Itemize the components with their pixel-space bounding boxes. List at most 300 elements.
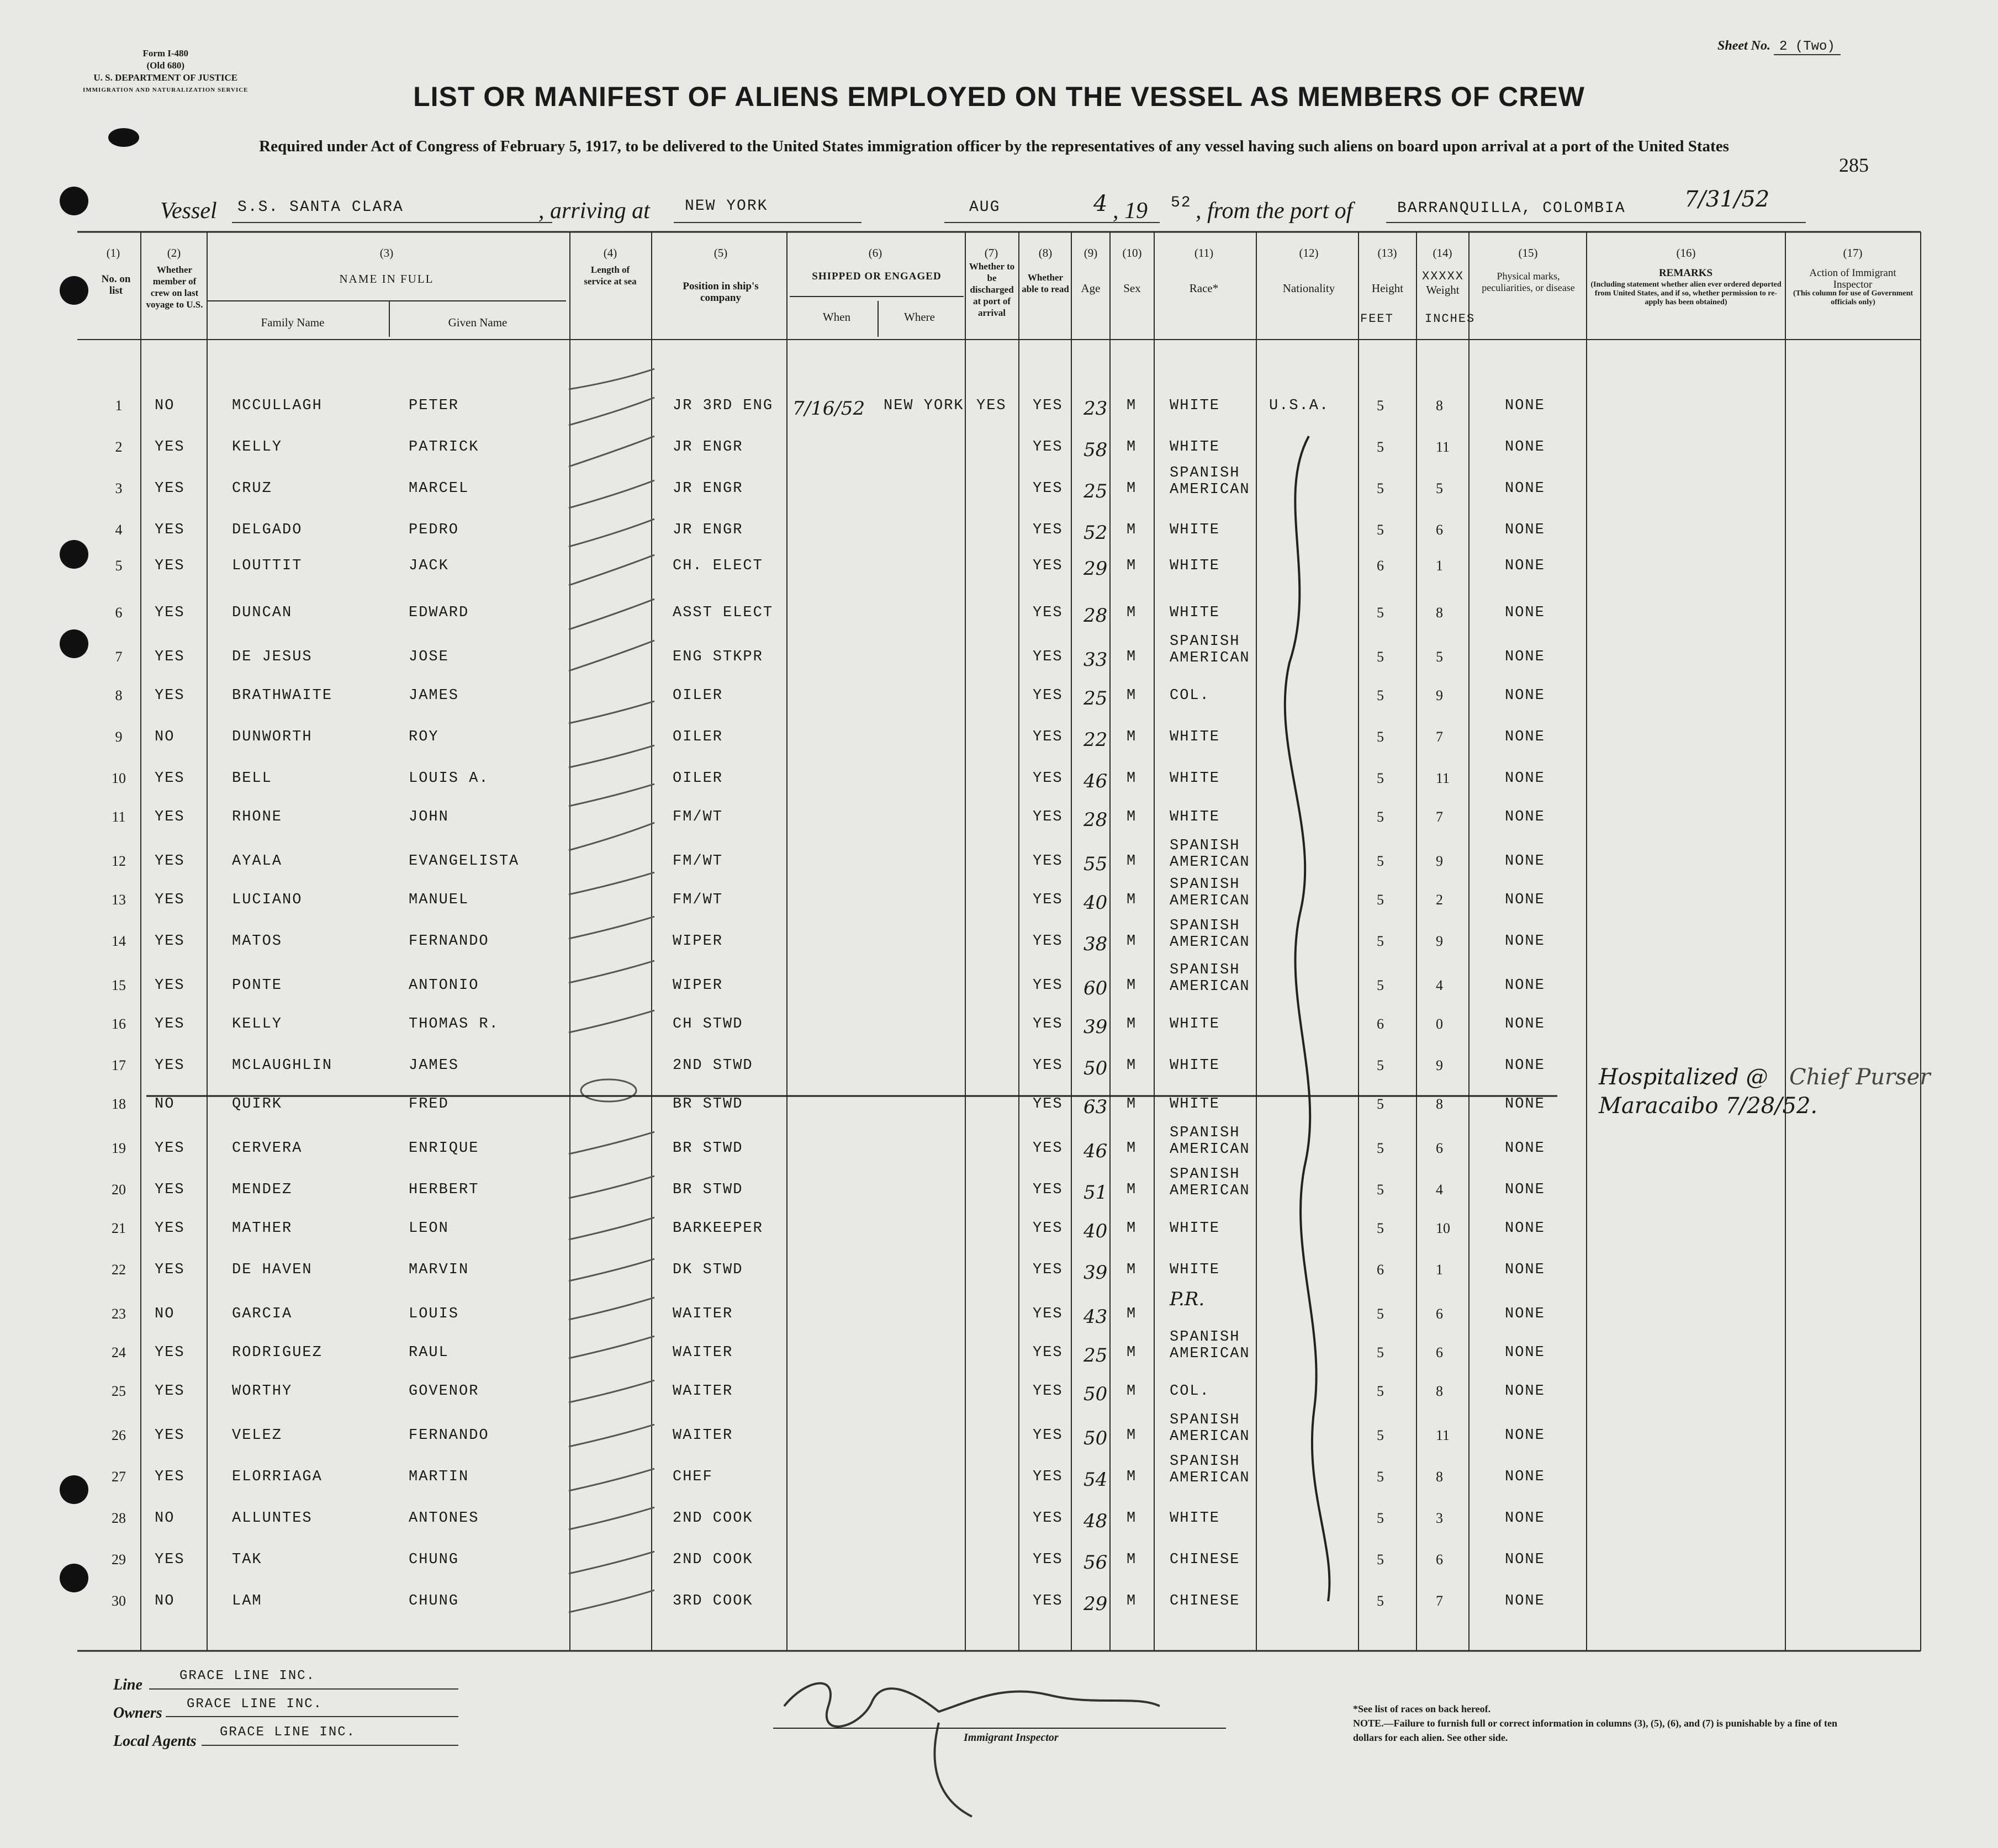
crew-given-cell: THOMAS R. xyxy=(409,1016,499,1032)
crew-feet-cell: 5 xyxy=(1377,1057,1384,1073)
crew-inches-cell: 8 xyxy=(1436,1096,1443,1112)
col3-given: Given Name xyxy=(448,316,508,329)
crew-prev-cell: YES xyxy=(155,933,185,950)
crew-inches-cell: 9 xyxy=(1436,853,1443,869)
col6-where: Where xyxy=(904,310,935,324)
col2-no: (2) xyxy=(167,246,181,260)
crew-feet-cell: 5 xyxy=(1377,977,1384,993)
crew-inches-cell: 7 xyxy=(1436,729,1443,745)
arrival-day: 4 xyxy=(1093,191,1108,216)
arriving-label: , arriving at xyxy=(538,198,650,224)
crew-family-cell: BELL xyxy=(232,770,272,787)
crew-sex-cell: M xyxy=(1127,1593,1137,1609)
crew-read-cell: YES xyxy=(1033,1182,1063,1198)
crew-read-cell: YES xyxy=(1033,1552,1063,1568)
remarks-signature: Chief Purser xyxy=(1789,1065,1931,1090)
crew-position-cell: BR STWD xyxy=(673,1140,743,1157)
col4-label: Length of service at sea xyxy=(584,264,637,287)
crew-feet-cell: 5 xyxy=(1377,439,1384,455)
crew-sex-cell: M xyxy=(1127,1552,1137,1568)
crew-read-cell: YES xyxy=(1033,729,1063,745)
crew-given-cell: EDWARD xyxy=(409,605,469,621)
crew-race-cell: COL. xyxy=(1170,1383,1210,1400)
crew-prev-cell: YES xyxy=(155,605,185,621)
col1-no: (1) xyxy=(106,246,120,260)
crew-race-cell: WHITE xyxy=(1170,398,1220,414)
crew-feet-cell: 5 xyxy=(1377,1552,1384,1568)
crew-read-cell: YES xyxy=(1033,1593,1063,1609)
crew-marks-cell: NONE xyxy=(1505,480,1545,497)
col10-no: (10) xyxy=(1122,246,1142,260)
crew-no-cell: 24 xyxy=(112,1344,126,1360)
crew-given-cell: MARTIN xyxy=(409,1469,469,1485)
crew-feet-cell: 5 xyxy=(1377,1220,1384,1236)
crew-feet-cell: 5 xyxy=(1377,1140,1384,1156)
agents-value: GRACE LINE INC. xyxy=(220,1725,356,1740)
crew-read-cell: YES xyxy=(1033,1220,1063,1237)
col6-when: When xyxy=(822,310,851,324)
crew-no-cell: 19 xyxy=(112,1140,126,1156)
vessel-label: Vessel xyxy=(160,198,217,224)
crew-position-cell: JR ENGR xyxy=(673,480,743,497)
crew-age-cell: 46 xyxy=(1083,770,1108,792)
crew-age-cell: 60 xyxy=(1083,977,1108,999)
crew-age-cell: 58 xyxy=(1083,439,1108,461)
crew-no-cell: 21 xyxy=(112,1220,126,1236)
crew-inches-cell: 6 xyxy=(1436,1306,1443,1322)
crew-age-cell: 22 xyxy=(1083,729,1108,751)
crew-given-cell: FERNANDO xyxy=(409,933,489,950)
crew-no-cell: 17 xyxy=(112,1057,126,1073)
crew-inches-cell: 3 xyxy=(1436,1510,1443,1526)
arrival-year-suffix: 52 xyxy=(1171,194,1192,211)
crew-prev-cell: YES xyxy=(155,1057,185,1074)
crew-age-cell: 38 xyxy=(1083,933,1108,955)
crew-race-cell: CHINESE xyxy=(1170,1593,1240,1609)
crew-feet-cell: 5 xyxy=(1377,605,1384,621)
crew-when-cell: 7/16/52 xyxy=(792,398,865,420)
crew-race-cell: WHITE xyxy=(1170,605,1220,621)
crew-race-cell: SPANISH AMERICAN xyxy=(1170,962,1250,995)
crew-no-cell: 10 xyxy=(112,770,126,786)
crew-family-cell: MENDEZ xyxy=(232,1182,293,1198)
crew-feet-cell: 5 xyxy=(1377,933,1384,949)
col14-struck: XXXXX xyxy=(1422,269,1465,283)
crew-age-cell: 28 xyxy=(1083,809,1108,831)
crew-inches-cell: 8 xyxy=(1436,398,1443,414)
crew-position-cell: OILER xyxy=(673,770,723,787)
arrival-year-prefix: , 19 xyxy=(1113,198,1148,224)
crew-family-cell: LOUTTIT xyxy=(232,558,303,574)
col17-note: (This column for use of Government officials only) xyxy=(1793,289,1914,306)
crew-marks-cell: NONE xyxy=(1505,1593,1545,1609)
crew-prev-cell: YES xyxy=(155,439,185,456)
crew-no-cell: 11 xyxy=(112,809,126,825)
crew-family-cell: PONTE xyxy=(232,977,283,994)
crew-position-cell: CH STWD xyxy=(673,1016,743,1032)
crew-age-cell: 40 xyxy=(1083,892,1108,914)
remarks-hospitalized: Hospitalized @ Maracaibo 7/28/52. xyxy=(1599,1065,1818,1119)
crew-read-cell: YES xyxy=(1033,1096,1063,1113)
crew-given-cell: GOVENOR xyxy=(409,1383,479,1400)
col13-unit: FEET xyxy=(1360,312,1394,326)
crew-position-cell: 2ND COOK xyxy=(673,1552,753,1568)
crew-family-cell: MCCULLAGH xyxy=(232,398,323,414)
department-name: U. S. DEPARTMENT OF JUSTICE xyxy=(93,72,238,83)
crew-feet-cell: 5 xyxy=(1377,853,1384,869)
crew-inches-cell: 7 xyxy=(1436,809,1443,825)
crew-age-cell: 23 xyxy=(1083,398,1108,420)
crew-age-cell: 55 xyxy=(1083,853,1108,875)
col14-no: (14) xyxy=(1433,246,1452,260)
crew-marks-cell: NONE xyxy=(1505,1057,1545,1074)
crew-age-cell: 48 xyxy=(1083,1510,1108,1532)
crew-no-cell: 6 xyxy=(115,605,123,621)
crew-family-cell: TAK xyxy=(232,1552,262,1568)
crew-family-cell: DUNCAN xyxy=(232,605,293,621)
crew-read-cell: YES xyxy=(1033,605,1063,621)
crew-read-cell: YES xyxy=(1033,398,1063,414)
crew-inches-cell: 1 xyxy=(1436,1262,1443,1278)
crew-read-cell: YES xyxy=(1033,1262,1063,1278)
crew-prev-cell: YES xyxy=(155,1383,185,1400)
crew-race-cell: WHITE xyxy=(1170,1220,1220,1237)
crew-sex-cell: M xyxy=(1127,1262,1137,1278)
crew-inches-cell: 9 xyxy=(1436,687,1443,703)
crew-race-cell: SPANISH AMERICAN xyxy=(1170,633,1250,666)
col11-label: Race* xyxy=(1189,282,1219,295)
crew-read-cell: YES xyxy=(1033,809,1063,825)
crew-inches-cell: 5 xyxy=(1436,649,1443,665)
crew-no-cell: 4 xyxy=(115,522,123,538)
sheet-number-label: Sheet No. xyxy=(1717,39,1770,53)
crew-family-cell: KELLY xyxy=(232,439,283,456)
crew-no-cell: 14 xyxy=(112,933,126,949)
page-subtitle: Required under Act of Congress of February 5, 1917, to be delivered to the United States immigration officer by the representatives of any vessel having such aliens on board upon arrival at a port of the United States xyxy=(259,137,1729,155)
crew-sex-cell: M xyxy=(1127,729,1137,745)
crew-marks-cell: NONE xyxy=(1505,1262,1545,1278)
crew-sex-cell: M xyxy=(1127,770,1137,787)
crew-race-cell: P.R. xyxy=(1170,1288,1205,1310)
form-number: Form I-480 xyxy=(142,48,189,59)
col4-no: (4) xyxy=(603,246,617,260)
crew-age-cell: 25 xyxy=(1083,1344,1108,1367)
crew-inches-cell: 1 xyxy=(1436,558,1443,574)
crew-no-cell: 27 xyxy=(112,1469,126,1485)
service-name: IMMIGRATION AND NATURALIZATION SERVICE xyxy=(83,87,249,93)
crew-family-cell: BRATHWAITE xyxy=(232,687,333,704)
col8-label: Whether able to read xyxy=(1022,272,1069,294)
crew-prev-cell: YES xyxy=(155,480,185,497)
crew-given-cell: HERBERT xyxy=(409,1182,479,1198)
crew-marks-cell: NONE xyxy=(1505,1344,1545,1361)
crew-race-cell: WHITE xyxy=(1170,1057,1220,1074)
crew-family-cell: AYALA xyxy=(232,853,283,870)
crew-read-cell: YES xyxy=(1033,649,1063,665)
crew-marks-cell: NONE xyxy=(1505,1182,1545,1198)
crew-sex-cell: M xyxy=(1127,1510,1137,1527)
crew-given-cell: PETER xyxy=(409,398,459,414)
crew-given-cell: JOSE xyxy=(409,649,449,665)
crew-family-cell: ALLUNTES xyxy=(232,1510,313,1527)
crew-feet-cell: 5 xyxy=(1377,1469,1384,1485)
crew-race-cell: SPANISH AMERICAN xyxy=(1170,1453,1250,1486)
crew-age-cell: 46 xyxy=(1083,1140,1108,1162)
crew-no-cell: 23 xyxy=(112,1306,126,1322)
crew-given-cell: JAMES xyxy=(409,1057,459,1074)
crew-given-cell: JAMES xyxy=(409,687,459,704)
crew-read-cell: YES xyxy=(1033,1140,1063,1157)
col9-no: (9) xyxy=(1083,246,1098,260)
crew-age-cell: 33 xyxy=(1083,649,1108,671)
crew-marks-cell: NONE xyxy=(1505,977,1545,994)
crew-age-cell: 50 xyxy=(1083,1383,1108,1405)
crew-marks-cell: NONE xyxy=(1505,1427,1545,1444)
crew-feet-cell: 5 xyxy=(1377,1593,1384,1609)
crew-sex-cell: M xyxy=(1127,605,1137,621)
crew-read-cell: YES xyxy=(1033,1427,1063,1444)
crew-marks-cell: NONE xyxy=(1505,933,1545,950)
col7-no: (7) xyxy=(984,246,998,260)
crew-family-cell: CRUZ xyxy=(232,480,272,497)
col12-label: Nationality xyxy=(1282,282,1335,295)
page-title: LIST OR MANIFEST OF ALIENS EMPLOYED ON THE VESSEL AS MEMBERS OF CREW xyxy=(413,81,1585,112)
crew-family-cell: GARCIA xyxy=(232,1306,293,1322)
crew-given-cell: JOHN xyxy=(409,809,449,825)
crew-age-cell: 40 xyxy=(1083,1220,1108,1242)
crew-age-cell: 43 xyxy=(1083,1306,1108,1328)
crew-age-cell: 25 xyxy=(1083,480,1108,502)
penalty-note: NOTE.—Failure to furnish full or correct information in columns (3), (5), (6), and (7) is punishable by a fine of ten dollars for each alien. See other side. xyxy=(1353,1718,1838,1743)
crew-marks-cell: NONE xyxy=(1505,1552,1545,1568)
crew-prev-cell: YES xyxy=(155,1016,185,1032)
crew-sex-cell: M xyxy=(1127,1427,1137,1444)
crew-race-cell: WHITE xyxy=(1170,1510,1220,1527)
crew-sex-cell: M xyxy=(1127,853,1137,870)
crew-prev-cell: YES xyxy=(155,1220,185,1237)
crew-age-cell: 39 xyxy=(1083,1262,1108,1284)
crew-read-cell: YES xyxy=(1033,1383,1063,1400)
crew-inches-cell: 11 xyxy=(1436,770,1450,786)
crew-read-cell: YES xyxy=(1033,558,1063,574)
crew-inches-cell: 8 xyxy=(1436,1469,1443,1485)
line-value: GRACE LINE INC. xyxy=(179,1669,316,1683)
crew-family-cell: RODRIGUEZ xyxy=(232,1344,323,1361)
col16-note: (Including statement whether alien ever ordered deported from United States, and if so, whether permission to re-apply has been obtained) xyxy=(1590,280,1782,306)
crew-inches-cell: 8 xyxy=(1436,605,1443,621)
crew-sex-cell: M xyxy=(1127,1096,1137,1113)
col17-no: (17) xyxy=(1843,246,1863,260)
crew-inches-cell: 11 xyxy=(1436,1427,1450,1443)
crew-feet-cell: 5 xyxy=(1377,1096,1384,1112)
crew-marks-cell: NONE xyxy=(1505,687,1545,704)
crew-inches-cell: 6 xyxy=(1436,1140,1443,1156)
crew-given-cell: LEON xyxy=(409,1220,449,1237)
sheet-number-value: 2 (Two) xyxy=(1774,39,1841,55)
owners-value: GRACE LINE INC. xyxy=(187,1697,323,1712)
crew-feet-cell: 5 xyxy=(1377,1306,1384,1322)
crew-feet-cell: 5 xyxy=(1377,1383,1384,1399)
crew-feet-cell: 5 xyxy=(1377,480,1384,496)
crew-prev-cell: YES xyxy=(155,522,185,538)
col9-label: Age xyxy=(1081,282,1101,295)
crew-race-cell: WHITE xyxy=(1170,1016,1220,1032)
crew-feet-cell: 5 xyxy=(1377,687,1384,703)
col5-no: (5) xyxy=(713,246,728,260)
crew-no-cell: 30 xyxy=(112,1593,126,1609)
crew-position-cell: OILER xyxy=(673,687,723,704)
crew-position-cell: BR STWD xyxy=(673,1182,743,1198)
inspector-label: Immigrant Inspector xyxy=(964,1731,1059,1744)
crew-read-cell: YES xyxy=(1033,480,1063,497)
crew-read-cell: YES xyxy=(1033,1306,1063,1322)
crew-no-cell: 15 xyxy=(112,977,126,993)
crew-marks-cell: NONE xyxy=(1505,770,1545,787)
crew-read-cell: YES xyxy=(1033,522,1063,538)
crew-no-cell: 26 xyxy=(112,1427,126,1443)
service-marks xyxy=(569,369,654,1612)
crew-race-cell: SPANISH AMERICAN xyxy=(1170,838,1250,871)
crew-family-cell: ELORRIAGA xyxy=(232,1469,323,1485)
crew-position-cell: FM/WT xyxy=(673,809,723,825)
crew-family-cell: VELEZ xyxy=(232,1427,283,1444)
crew-feet-cell: 5 xyxy=(1377,729,1384,745)
crew-position-cell: CH. ELECT xyxy=(673,558,763,574)
col6-no: (6) xyxy=(868,246,882,260)
agents-label: Local Agents xyxy=(113,1733,197,1750)
crew-age-cell: 29 xyxy=(1083,558,1108,580)
crew-prev-cell: YES xyxy=(155,1469,185,1485)
crew-read-cell: YES xyxy=(1033,1057,1063,1074)
crew-read-cell: YES xyxy=(1033,977,1063,994)
crew-sex-cell: M xyxy=(1127,439,1137,456)
crew-position-cell: JR ENGR xyxy=(673,439,743,456)
crew-prev-cell: NO xyxy=(155,1593,175,1609)
col13-no: (13) xyxy=(1377,246,1397,260)
crew-position-cell: WIPER xyxy=(673,977,723,994)
form-old-number: (Old 680) xyxy=(146,60,184,71)
crew-family-cell: MATOS xyxy=(232,933,283,950)
crew-marks-cell: NONE xyxy=(1505,605,1545,621)
crew-sex-cell: M xyxy=(1127,687,1137,704)
arrival-month: AUG xyxy=(969,199,1001,216)
crew-no-cell: 8 xyxy=(115,687,123,703)
crew-sex-cell: M xyxy=(1127,398,1137,414)
owners-label: Owners xyxy=(113,1704,162,1722)
ditto-line xyxy=(1285,436,1330,1601)
crew-given-cell: ANTONIO xyxy=(409,977,479,994)
crew-prev-cell: YES xyxy=(155,1182,185,1198)
crew-race-cell: SPANISH AMERICAN xyxy=(1170,1125,1250,1158)
crew-no-cell: 2 xyxy=(115,439,123,455)
crew-position-cell: WIPER xyxy=(673,933,723,950)
crew-inches-cell: 7 xyxy=(1436,1593,1443,1609)
crew-inches-cell: 6 xyxy=(1436,1344,1443,1360)
crew-position-cell: ASST ELECT xyxy=(673,605,774,621)
crew-feet-cell: 5 xyxy=(1377,770,1384,786)
crew-no-cell: 3 xyxy=(115,480,123,496)
crew-sex-cell: M xyxy=(1127,892,1137,908)
crew-family-cell: CERVERA xyxy=(232,1140,303,1157)
col1-label: No. on list xyxy=(101,273,131,296)
crew-given-cell: ANTONES xyxy=(409,1510,479,1527)
crew-no-cell: 16 xyxy=(112,1016,126,1032)
crew-feet-cell: 5 xyxy=(1377,809,1384,825)
crew-marks-cell: NONE xyxy=(1505,398,1545,414)
crew-marks-cell: NONE xyxy=(1505,558,1545,574)
crew-sex-cell: M xyxy=(1127,1016,1137,1032)
crew-read-cell: YES xyxy=(1033,1510,1063,1527)
crew-family-cell: MCLAUGHLIN xyxy=(232,1057,333,1074)
crew-inches-cell: 9 xyxy=(1436,1057,1443,1073)
crew-read-cell: YES xyxy=(1033,770,1063,787)
crew-sex-cell: M xyxy=(1127,1344,1137,1361)
crew-position-cell: 2ND COOK xyxy=(673,1510,753,1527)
crew-feet-cell: 5 xyxy=(1377,892,1384,908)
crew-read-cell: YES xyxy=(1033,439,1063,456)
col15-no: (15) xyxy=(1518,246,1538,260)
crew-position-cell: 3RD COOK xyxy=(673,1593,753,1609)
crew-age-cell: 54 xyxy=(1083,1469,1108,1491)
crew-prev-cell: YES xyxy=(155,977,185,994)
crew-prev-cell: NO xyxy=(155,1096,175,1113)
crew-prev-cell: YES xyxy=(155,1427,185,1444)
crew-given-cell: PEDRO xyxy=(409,522,459,538)
line-label: Line xyxy=(113,1676,142,1693)
crew-position-cell: CHEF xyxy=(673,1469,713,1485)
crew-no-cell: 13 xyxy=(112,892,126,908)
crew-race-cell: CHINESE xyxy=(1170,1552,1240,1568)
crew-no-cell: 5 xyxy=(115,558,123,574)
crew-marks-cell: NONE xyxy=(1505,1510,1545,1527)
crew-feet-cell: 6 xyxy=(1377,1016,1384,1032)
crew-marks-cell: NONE xyxy=(1505,1306,1545,1322)
crew-marks-cell: NONE xyxy=(1505,1096,1545,1113)
origin-port: BARRANQUILLA, COLOMBIA xyxy=(1397,200,1626,217)
crew-given-cell: FRED xyxy=(409,1096,449,1113)
crew-race-cell: WHITE xyxy=(1170,729,1220,745)
col11-no: (11) xyxy=(1194,246,1214,260)
vessel-name: S.S. SANTA CLARA xyxy=(237,199,404,216)
crew-race-cell: SPANISH AMERICAN xyxy=(1170,918,1250,951)
crew-marks-cell: NONE xyxy=(1505,729,1545,745)
crew-family-cell: MATHER xyxy=(232,1220,293,1237)
crew-no-cell: 28 xyxy=(112,1510,126,1526)
crew-age-cell: 51 xyxy=(1083,1182,1108,1204)
crew-marks-cell: NONE xyxy=(1505,1469,1545,1485)
stamp-number: 285 xyxy=(1839,154,1869,176)
crew-given-cell: PATRICK xyxy=(409,439,479,456)
crew-no-cell: 20 xyxy=(112,1182,126,1198)
crew-sex-cell: M xyxy=(1127,1220,1137,1237)
crew-family-cell: DUNWORTH xyxy=(232,729,313,745)
crew-inches-cell: 5 xyxy=(1436,480,1443,496)
crew-race-cell: WHITE xyxy=(1170,1262,1220,1278)
crew-position-cell: WAITER xyxy=(673,1427,733,1444)
crew-no-cell: 9 xyxy=(115,729,123,745)
crew-feet-cell: 5 xyxy=(1377,1182,1384,1198)
crew-feet-cell: 6 xyxy=(1377,1262,1384,1278)
crew-read-cell: YES xyxy=(1033,1469,1063,1485)
crew-given-cell: CHUNG xyxy=(409,1552,459,1568)
crew-prev-cell: NO xyxy=(155,1306,175,1322)
crew-given-cell: ROY xyxy=(409,729,439,745)
crew-sex-cell: M xyxy=(1127,522,1137,538)
crew-position-cell: WAITER xyxy=(673,1344,733,1361)
col14-label: Weight xyxy=(1426,283,1460,296)
crew-family-cell: DELGADO xyxy=(232,522,303,538)
col2-label: Whether member of crew on last voyage to U.S. xyxy=(146,264,203,310)
